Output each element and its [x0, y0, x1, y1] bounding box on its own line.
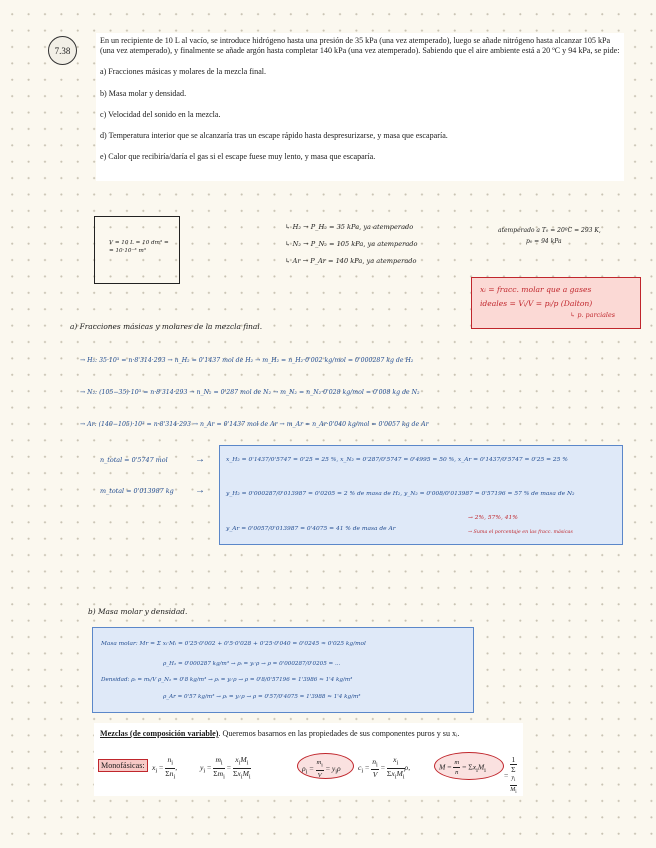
part-b-heading: b) Masa molar y densidad.	[88, 607, 188, 616]
percent-annotation-note: → Suma el porcentaje en las fracc. másicas	[468, 530, 573, 535]
molar-mass-formula: M = $\frac{m}{n}$ = $\Sigma x_iM_i$	[439, 759, 486, 776]
arrow-icon: →	[195, 485, 205, 496]
red-note-line-3: ↳ p. parciales	[570, 311, 616, 319]
red-note-line-2: ideales = Vᵢ/V = pᵢ/p (Dalton)	[480, 299, 593, 308]
mass-fraction-formula: $y_i$ = $\frac{m_i}{\Sigma m_i}$ = $\frac{x_iM_i}{\Sigma x_iM_i}$	[200, 755, 251, 781]
mixtures-title-line	[100, 729, 459, 738]
question-c: c) Velocidad del sonido en la mezcla.	[100, 109, 221, 119]
total-moles: n_total = 0'5747 mol	[100, 456, 168, 464]
part-a-heading: a) Fracciones másicas y molares de la mezcla final.	[70, 322, 263, 331]
molar-fraction-note-box	[471, 277, 641, 329]
question-e: e) Calor que recibiría/daría el gas si el escape fuese muy lento, y masa que escaparía.	[100, 152, 376, 162]
gas-ar-note: ↳ Ar → P_Ar = 140 kPa, ya atemperado	[285, 257, 417, 265]
ambient-note-2: p₀ = 94 kPa	[526, 238, 562, 245]
h2-calc-line: → H₂: 35·10³ = n·8'314·293 → n_H₂ = 0'1437 mol de H₂ → m_H₂ = n_H₂·0'002 kg/mol = 0'000287 kg de H₂	[80, 357, 414, 364]
ar-calc-line: → Ar: (140−105)·10³ = n·8'314·293 → n_Ar = 0'1437 mol de Ar → m_Ar = n_Ar·0'040 kg/mol = 0'0057 kg de Ar	[80, 421, 429, 428]
problem-statement-box	[96, 33, 624, 181]
molar-mass-alt-formula: = 1 Σ $y_i$ $M_i$	[504, 755, 517, 796]
molar-fraction-formula: $x_i$ = $\frac{n_i}{\Sigma n_i}$ ,	[152, 755, 178, 781]
mass-fraction-ar: y_Ar = 0'0057/0'013987 = 0'4075 = 41 % de masa de Ar	[226, 526, 396, 532]
gas-n2-note: ↳ N₂ → P_N₂ = 105 kPa, ya atemperado	[285, 240, 418, 248]
density-formula: $\rho_i$ = $\frac{m_i}{V}$ = $y_i\rho$	[302, 759, 341, 780]
question-d: d) Temperatura interior que se alcanzaría tras un escape rápido hasta despresurizarse, y masa que escaparía.	[100, 131, 448, 141]
monofasicas-label: Monofásicas:	[98, 759, 148, 772]
molar-mass-density-box	[92, 627, 474, 713]
n2-calc-line: → N₂: (105−35)·10³ = n·8'314·293 → n_N₂ = 0'287 mol de N₂ → m_N₂ = n_N₂·0'028 kg/mol = 0'008 kg de N₂	[80, 389, 420, 396]
question-a: a) Fracciones másicas y molares de la mezcla final.	[100, 67, 267, 77]
mixtures-title: Mezclas (de composición variable)	[100, 729, 219, 738]
problem-number-badge: 7.38	[48, 36, 77, 65]
volume-note-box	[94, 216, 180, 284]
fractions-result-box	[219, 445, 623, 545]
problem-statement: En un recipiente de 10 L al vacío, se introduce hidrógeno hasta una presión de 35 kPa (una vez atemperado), luego se añade nitrógeno hasta alcanzar 105 kPa (una vez atemperado), y finalmente se añade argón hasta completar 140 kPa (una vez atemperado). Sabiendo que el aire ambiente está a 20 ºC y 94 kPa, se pide:	[100, 36, 620, 56]
red-note-line-1: xᵢ = fracc. molar que a gases	[480, 285, 592, 294]
mixtures-definition-box	[94, 723, 523, 796]
mixtures-subtitle: . Queremos basarnos en las propiedades de sus componentes puros y su xᵢ.	[218, 729, 460, 738]
volume-line-1: V = 10 L = 10 dm³ =	[109, 240, 169, 246]
percent-annotation: → 2%, 57%, 41%	[468, 515, 518, 521]
question-b: b) Masa molar y densidad.	[100, 88, 187, 98]
mass-fractions-h2-n2: y_H₂ = 0'000287/0'013987 = 0'0205 = 2 % de masa de H₂, y_N₂ = 0'008/0'013987 = 0'57196 = 57 % de masa de N₂	[226, 491, 575, 497]
arrow-icon: →	[195, 454, 205, 465]
density-h2-line: ρ_H₂ = 0'000287 kg/m³ → ρᵢ = yᵢ·ρ → ρ = 0'000287/0'0205 = ...	[163, 661, 341, 667]
molar-fractions: x_H₂ = 0'1437/0'5747 = 0'25 = 25 %, x_N₂ = 0'287/0'5747 = 0'4995 = 50 %, x_Ar = 0'1437/0'5747 = 0'25 = 25 %	[226, 457, 568, 463]
concentration-formula: $c_i$ = $\frac{n_i}{V}$ = $\frac{x_i}{\Sigma x_iM_i}$ ρ,	[358, 755, 411, 781]
density-ar-line: ρ_Ar = 0'57 kg/m³ → ρᵢ = yᵢ·ρ → ρ = 0'57/0'4075 = 1'3988 ≈ 1'4 kg/m³	[163, 694, 361, 700]
molar-mass-line: Masa molar: Mr = Σ xᵢ·Mᵢ = 0'25·0'002 + 0'5·0'028 + 0'25·0'040 = 0'0245 ≈ 0'025 kg/mol	[101, 641, 366, 647]
ambient-note-1: atemperado a T₀ = 20ºC = 293 K,	[498, 227, 601, 234]
volume-line-2: = 10·10⁻³ m³	[109, 248, 146, 254]
total-mass: m_total = 0'013987 kg	[100, 487, 174, 495]
gas-h2-note: ↳ H₂ → P_H₂ = 35 kPa, ya atemperado	[285, 223, 414, 231]
density-n2-line: Densidad: ρᵢ = mᵢ/V ρ_N₂ = 0'8 kg/m³ → ρᵢ = yᵢ·ρ → ρ = 0'8/0'57196 = 1'3986 ≈ 1'4 kg/m³	[101, 677, 353, 683]
